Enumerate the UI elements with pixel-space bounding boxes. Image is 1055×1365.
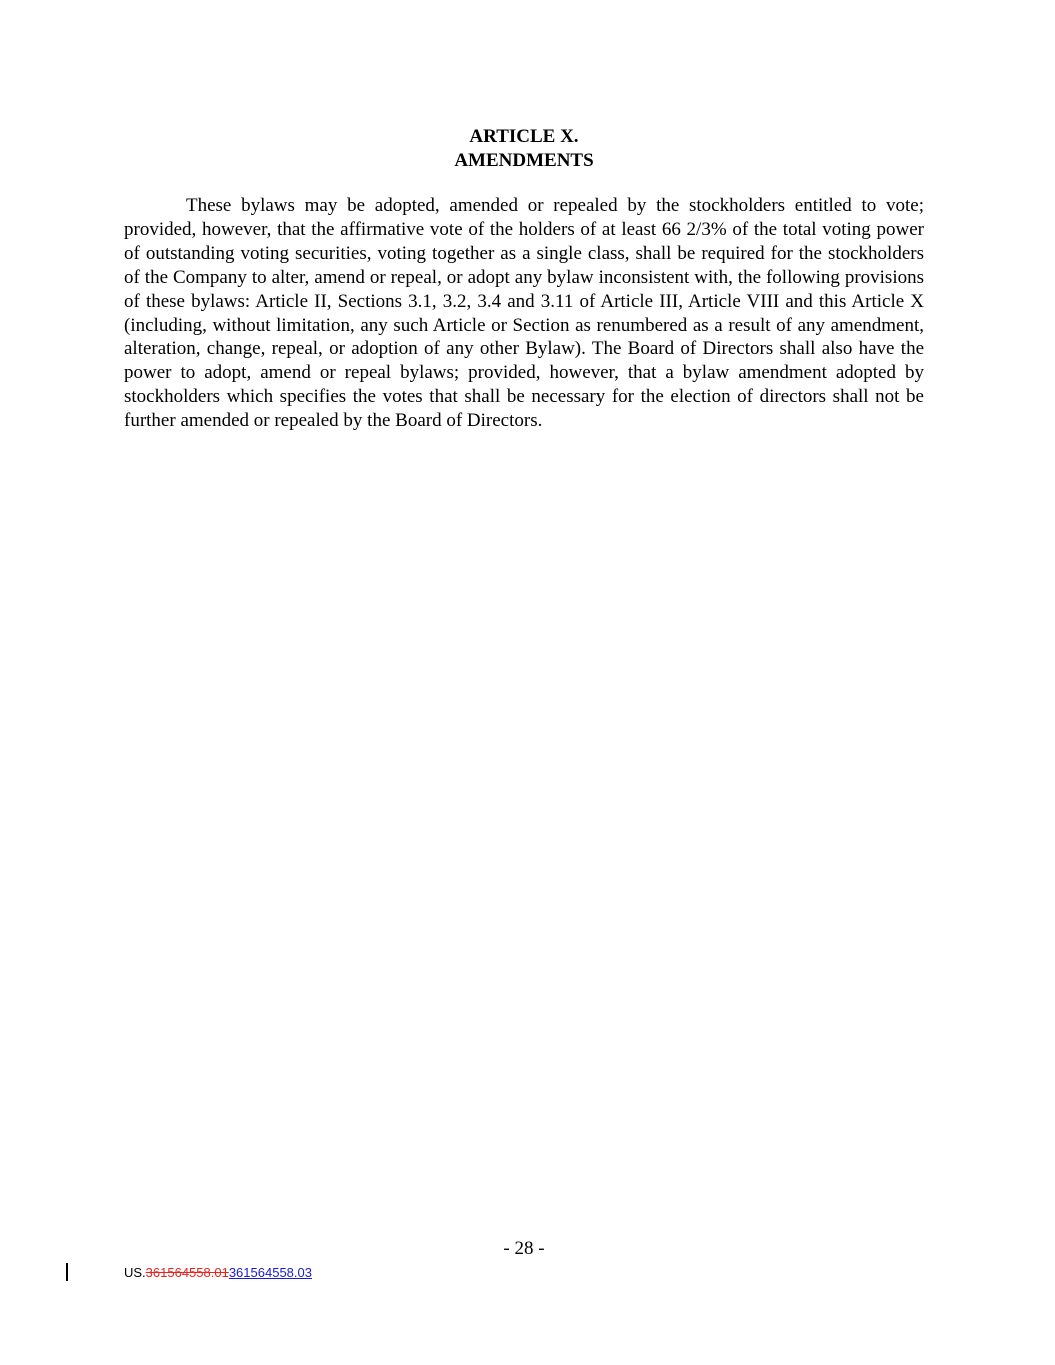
amendments-paragraph: These bylaws may be adopted, amended or repealed by the stockholders entitled to vote; provided, however, that the affirmative vote of the holders of at least 66 2/3% of the total voting power of outstanding voting securities, voting together as a single class, shall be required for the stockholders of the Company to alter, amend or repeal, or adopt any bylaw inconsistent with, the following provisions of these bylaws: Article II, Sections 3.1, 3.2, 3.4 and 3.11 of Article III, Article VIII and this Article X (including, without limitation, any such Article or Section as renumbered as a result of any amendment, alteration, change, repeal, or adoption of any other Bylaw). The Board of Directors shall also have the power to adopt, amend or repeal bylaws; provided, however, that a bylaw amendment adopted by stockholders which specifies the votes that shall be necessary for the election of directors shall not be further amended or repealed by the Board of Directors. [124,195,924,432]
page-number: - 28 - [503,1238,545,1259]
article-title-heading: AMENDMENTS [454,150,594,171]
revision-change-bar [66,1263,68,1281]
document-id-prefix: US. [124,1265,146,1280]
article-number-heading: ARTICLE X. [469,126,579,147]
document-id-deleted-version: 361564558.01 [145,1265,229,1280]
document-id-inserted-version: 361564558.03 [228,1265,312,1280]
document-id [124,1265,312,1281]
